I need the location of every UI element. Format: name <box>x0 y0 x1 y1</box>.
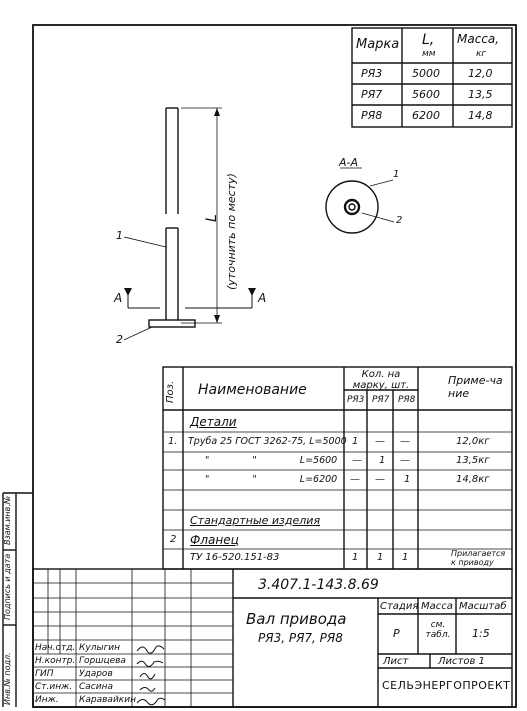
grade-header-mark: Марка <box>356 37 400 52</box>
stamp-sign: Подпись и дата <box>3 553 12 620</box>
spec-row-qty: 1 <box>404 474 411 485</box>
mass-label: Масса <box>421 601 453 612</box>
drawing-title: Вал привода <box>246 610 347 628</box>
spec-row-qty: — <box>352 455 362 466</box>
person-role: Инж. <box>35 695 59 705</box>
spec-row-note: 12,0кг <box>456 436 490 447</box>
spec-header-qty-col: РЯ3 <box>347 395 365 405</box>
spec-row-name: Труба 25 ГОСТ 3262-75, L=5000 <box>188 436 347 447</box>
spec-row-qty: 1 <box>379 455 386 466</box>
spec-row-qty: — <box>350 474 360 485</box>
stamp-swap: Взам.инв.№ <box>3 495 12 545</box>
sheet-label: Лист <box>383 656 409 667</box>
spec-row-qty: — <box>400 455 410 466</box>
person-name: Кулыгин <box>79 643 121 653</box>
spec-tu-qty: 1 <box>377 552 384 563</box>
spec-row-note: 14,8кг <box>456 474 490 485</box>
spec-row-qty: 1 <box>352 436 359 447</box>
spec-tu-note: Прилагается к приводу <box>451 549 506 567</box>
stage-label: Стадия <box>380 601 419 612</box>
cut-mark-right: А <box>258 291 267 305</box>
sheets-label: Листов 1 <box>438 656 485 667</box>
spec-flange-name: Фланец <box>190 533 239 547</box>
spec-row-name: " " L=6200 <box>205 474 338 485</box>
person-role: ГИП <box>35 669 54 679</box>
person-name: Ударов <box>79 669 113 679</box>
grade-row-mark: РЯ8 <box>361 109 383 122</box>
org-name: СЕЛЬЭНЕРГОПРОЕКТ <box>382 679 511 692</box>
spec-row-qty: — <box>375 436 385 447</box>
spec-header-note: Приме-чание <box>448 374 503 400</box>
cut-mark-left: А <box>114 291 123 305</box>
mass-value: см. табл. <box>425 620 451 640</box>
person-role: Н.контр. <box>35 656 76 666</box>
spec-flange-pos: 2 <box>170 534 177 545</box>
grade-row-mark: РЯ7 <box>361 88 383 101</box>
grade-row-mass: 14,8 <box>468 109 493 122</box>
section-callout-1: 1 <box>393 169 400 180</box>
spec-header-name: Наименование <box>198 382 307 398</box>
spec-header-pos: Поз. <box>165 380 176 403</box>
section-label: А-А <box>339 156 359 169</box>
spec-row-name: " " L=5600 <box>205 455 338 466</box>
drawing-subtitle: РЯ3, РЯ7, РЯ8 <box>258 631 343 645</box>
grade-row-mass: 13,5 <box>468 88 493 101</box>
dimension-label: L <box>204 214 220 222</box>
person-name: Сасина <box>79 682 113 692</box>
section-callout-2: 2 <box>396 215 403 226</box>
spec-row-pos: 1. <box>168 436 178 447</box>
spec-tu-name: ТУ 16-520.151-83 <box>190 552 280 563</box>
spec-header-qty: Кол. на марку, шт. <box>352 369 410 391</box>
grade-row-length: 6200 <box>412 109 440 122</box>
spec-tu-qty: 1 <box>402 552 409 563</box>
callout-1: 1 <box>116 229 123 242</box>
stage-value: Р <box>393 627 400 640</box>
grade-row-length: 5000 <box>412 67 440 80</box>
scale-label: Масштаб <box>459 601 507 612</box>
spec-row-qty: — <box>400 436 410 447</box>
spec-row-note: 13,5кг <box>456 455 490 466</box>
grade-header-mass: Масса, <box>457 32 500 46</box>
spec-header-qty-col: РЯ8 <box>398 395 416 405</box>
grade-header-length: L, <box>422 32 435 48</box>
person-name: Горшцева <box>79 656 126 666</box>
spec-section-details: Детали <box>190 415 237 429</box>
person-role: Ст.инж. <box>35 682 73 692</box>
doc-code: 3.407.1-143.8.69 <box>258 577 379 593</box>
grade-row-mass: 12,0 <box>468 67 493 80</box>
spec-tu-qty: 1 <box>352 552 359 563</box>
person-name: Каравайкин <box>79 695 136 705</box>
grade-header-mass-unit: кг <box>476 49 487 59</box>
callout-2: 2 <box>116 333 123 346</box>
dimension-note: (уточнить по месту) <box>225 173 238 290</box>
grade-header-length-unit: мм <box>422 49 436 59</box>
spec-header-qty-col: РЯ7 <box>372 395 390 405</box>
stamp-inv: Инв.№ подл. <box>3 652 12 705</box>
scale-value: 1:5 <box>472 627 490 640</box>
spec-row-qty: — <box>375 474 385 485</box>
person-role: Нач.отд. <box>35 643 76 653</box>
grade-row-length: 5600 <box>412 88 440 101</box>
spec-section-standard: Стандартные изделия <box>190 514 321 527</box>
grade-row-mark: РЯ3 <box>361 67 383 80</box>
